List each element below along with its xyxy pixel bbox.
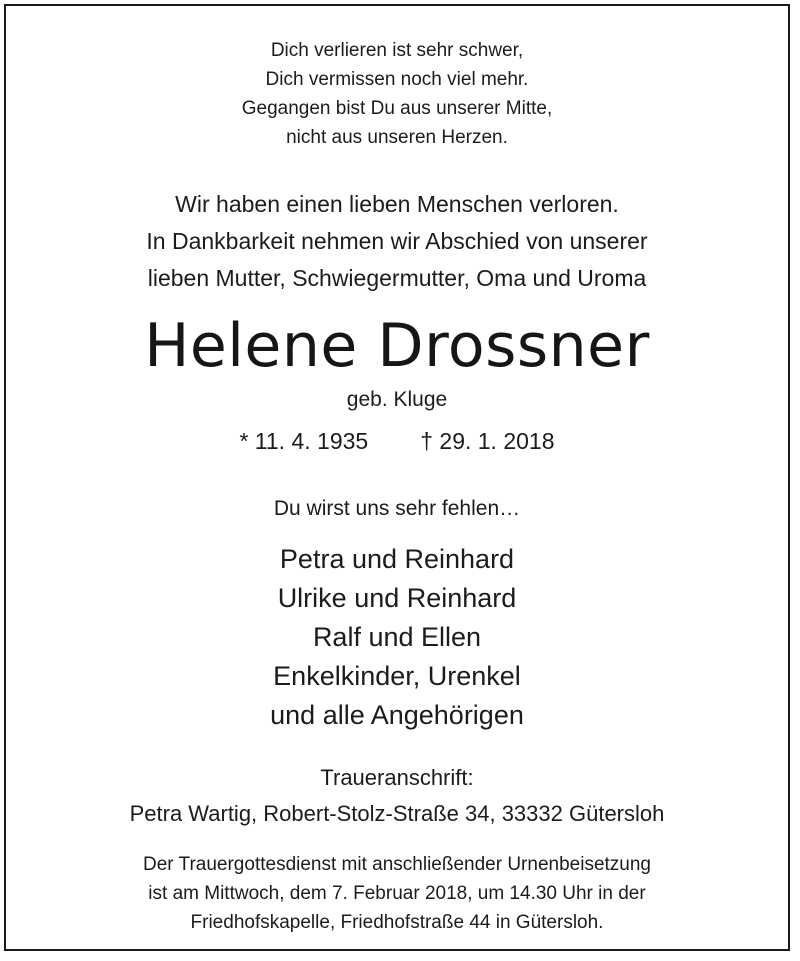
service-line: ist am Mittwoch, dem 7. Februar 2018, um 14.30 Uhr in der — [148, 883, 646, 904]
intro-line: lieben Mutter, Schwiegermutter, Oma und Uroma — [147, 265, 647, 291]
mourner-entry: Ulrike und Reinhard — [277, 583, 517, 613]
mourner-entry: Ralf und Ellen — [312, 622, 482, 652]
mourner-entry: und alle Angehörigen — [270, 700, 524, 730]
farewell-line: Du wirst uns sehr fehlen… — [273, 497, 521, 520]
maiden-name: geb. Kluge — [346, 388, 448, 411]
intro-text — [6, 186, 788, 297]
mourning-address — [6, 760, 788, 832]
obituary-content — [6, 6, 788, 949]
poem-line: Gegangen bist Du aus unserer Mitte, — [241, 98, 553, 119]
deceased-name: Helene Drossner — [144, 311, 650, 381]
poem — [6, 36, 788, 152]
poem-line: Dich vermissen noch viel mehr. — [265, 69, 529, 90]
mourner-entry: Enkelkinder, Urenkel — [273, 661, 521, 691]
birth-date: * 11. 4. 1935 — [239, 428, 369, 454]
intro-line: Wir haben einen lieben Menschen verloren. — [175, 191, 619, 217]
address-value: Petra Wartig, Robert-Stolz-Straße 34, 33332 Gütersloh — [129, 801, 665, 826]
poem-line: Dich verlieren ist sehr schwer, — [270, 40, 524, 61]
mourners-list — [6, 540, 788, 735]
death-date: † 29. 1. 2018 — [420, 428, 555, 454]
intro-line: In Dankbarkeit nehmen wir Abschied von unserer — [146, 228, 648, 254]
service-details — [6, 850, 788, 937]
obituary-notice — [4, 4, 790, 951]
service-line: Der Trauergottesdienst mit anschließender Urnenbeisetzung — [143, 854, 651, 875]
service-line: Friedhofskapelle, Friedhofstraße 44 in Gütersloh. — [190, 912, 604, 933]
address-label: Traueranschrift: — [320, 765, 474, 790]
mourner-entry: Petra und Reinhard — [279, 544, 515, 574]
poem-line: nicht aus unseren Herzen. — [286, 127, 508, 148]
life-dates — [6, 424, 788, 458]
